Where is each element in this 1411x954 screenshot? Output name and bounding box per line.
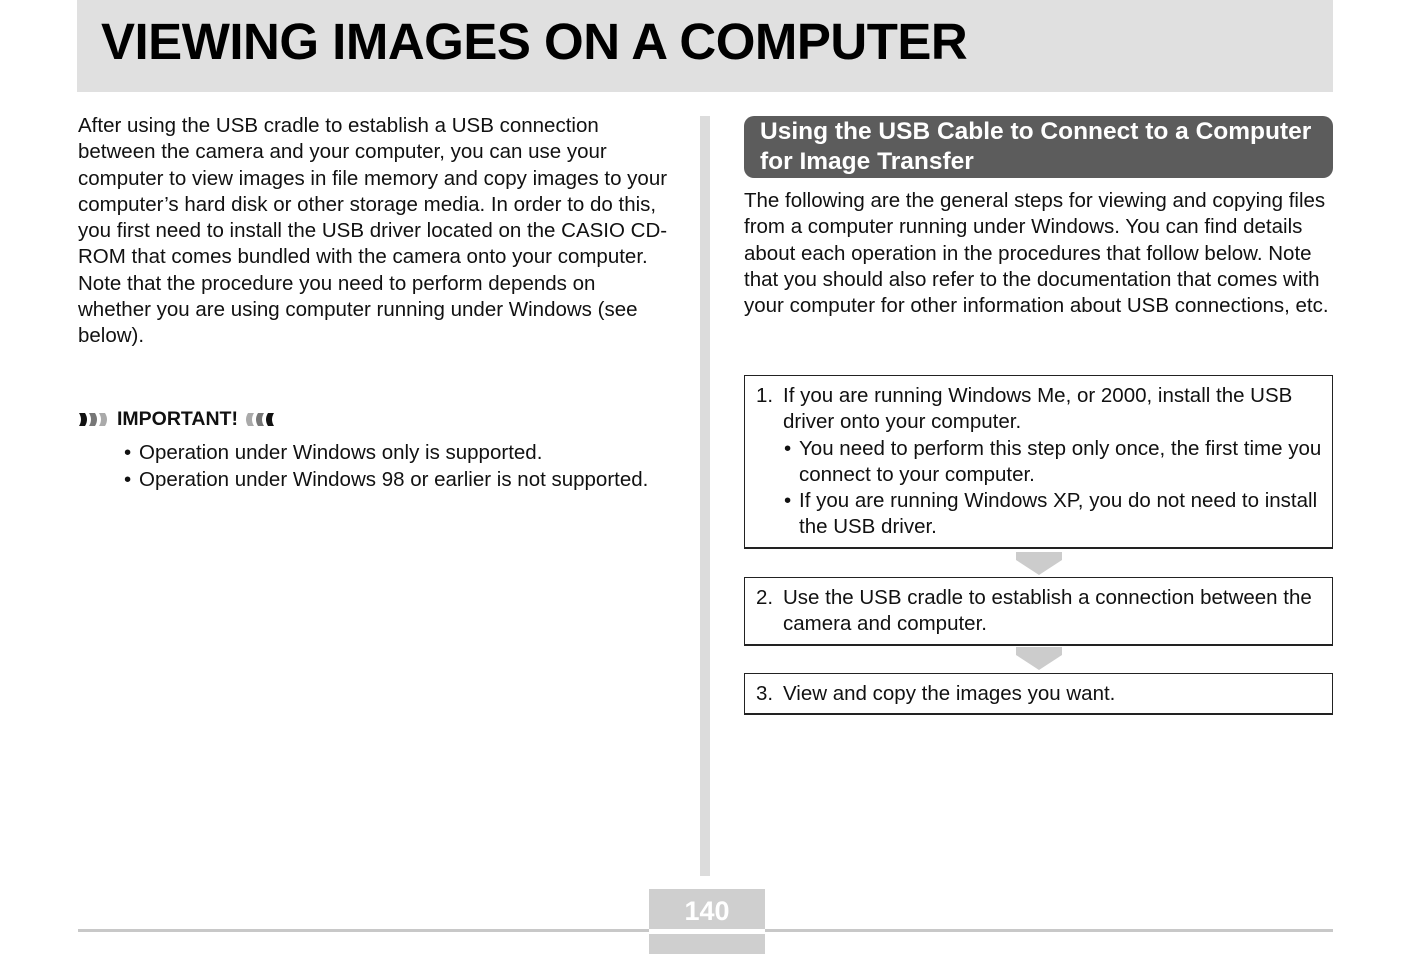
bullet: • [124, 467, 132, 491]
step-box-3 [744, 673, 1333, 715]
down-arrow-icon [1016, 647, 1062, 671]
column-divider [700, 116, 710, 876]
left-column [78, 113, 668, 350]
section-title: Using the USB Cable to Connect to a Computer for Image Transfer [760, 118, 1312, 175]
step-text: Use the USB cradle to establish a connection between the camera and computer. [783, 586, 1312, 636]
list-item-text: Operation under Windows 98 or earlier is not supported. [139, 467, 649, 491]
list-item [78, 467, 668, 493]
step-box-2 [744, 577, 1333, 646]
page-title: VIEWING IMAGES ON A COMPUTER [101, 13, 968, 70]
note-paragraph: Note that the procedure you need to perform depends on whether you are using computer running under Windows (see below). [78, 271, 638, 348]
step-text: View and copy the images you want. [783, 682, 1116, 705]
step-note [756, 488, 1322, 541]
step-number: 1. [756, 384, 774, 407]
step-note [756, 436, 1322, 489]
step-number: 2. [756, 586, 774, 609]
section-header [744, 116, 1333, 178]
bullet: • [784, 436, 792, 460]
section-intro: The following are the general steps for viewing and copying files from a computer running under Windows. You can find details about each operation in the procedures that follow below. Note that you should also refer to the documentation that comes with your computer for other information about USB connections, etc. [744, 189, 1329, 318]
step-line [756, 383, 1322, 436]
page-tab-band [649, 929, 765, 934]
list-item [78, 440, 668, 466]
triple-chevron-left-icon [244, 412, 275, 427]
important-label: IMPORTANT! [117, 408, 238, 430]
step-line [756, 585, 1322, 638]
important-heading [78, 406, 668, 432]
step-box-1 [744, 375, 1333, 549]
title-bar [77, 0, 1333, 92]
step-text: If you are running Windows Me, or 2000, install the USB driver onto your computer. [783, 384, 1293, 434]
bullet: • [784, 489, 792, 513]
list-item-text: Operation under Windows only is supported. [139, 441, 543, 465]
page-number: 140 [684, 896, 730, 926]
important-list [78, 440, 668, 493]
intro-paragraph: After using the USB cradle to establish a USB connection between the camera and your computer, you can use your computer to view images in file memory and copy images to your computer’s hard disk or other storage media. In order to do this, you first need to install the USB driver located on the CASIO CD-ROM that comes bundled with the camera onto your computer. [78, 114, 668, 269]
step-number: 3. [756, 682, 774, 705]
important-block [78, 406, 668, 493]
bullet: • [124, 441, 132, 465]
step-line [756, 681, 1322, 707]
down-arrow-icon [1016, 552, 1062, 576]
step-note-text: You need to perform this step only once, the first time you connect to your computer. [799, 436, 1322, 486]
page-number-tab [649, 889, 765, 954]
triple-chevron-right-icon [78, 412, 109, 427]
step-note-text: If you are running Windows XP, you do not need to install the USB driver. [799, 489, 1318, 539]
